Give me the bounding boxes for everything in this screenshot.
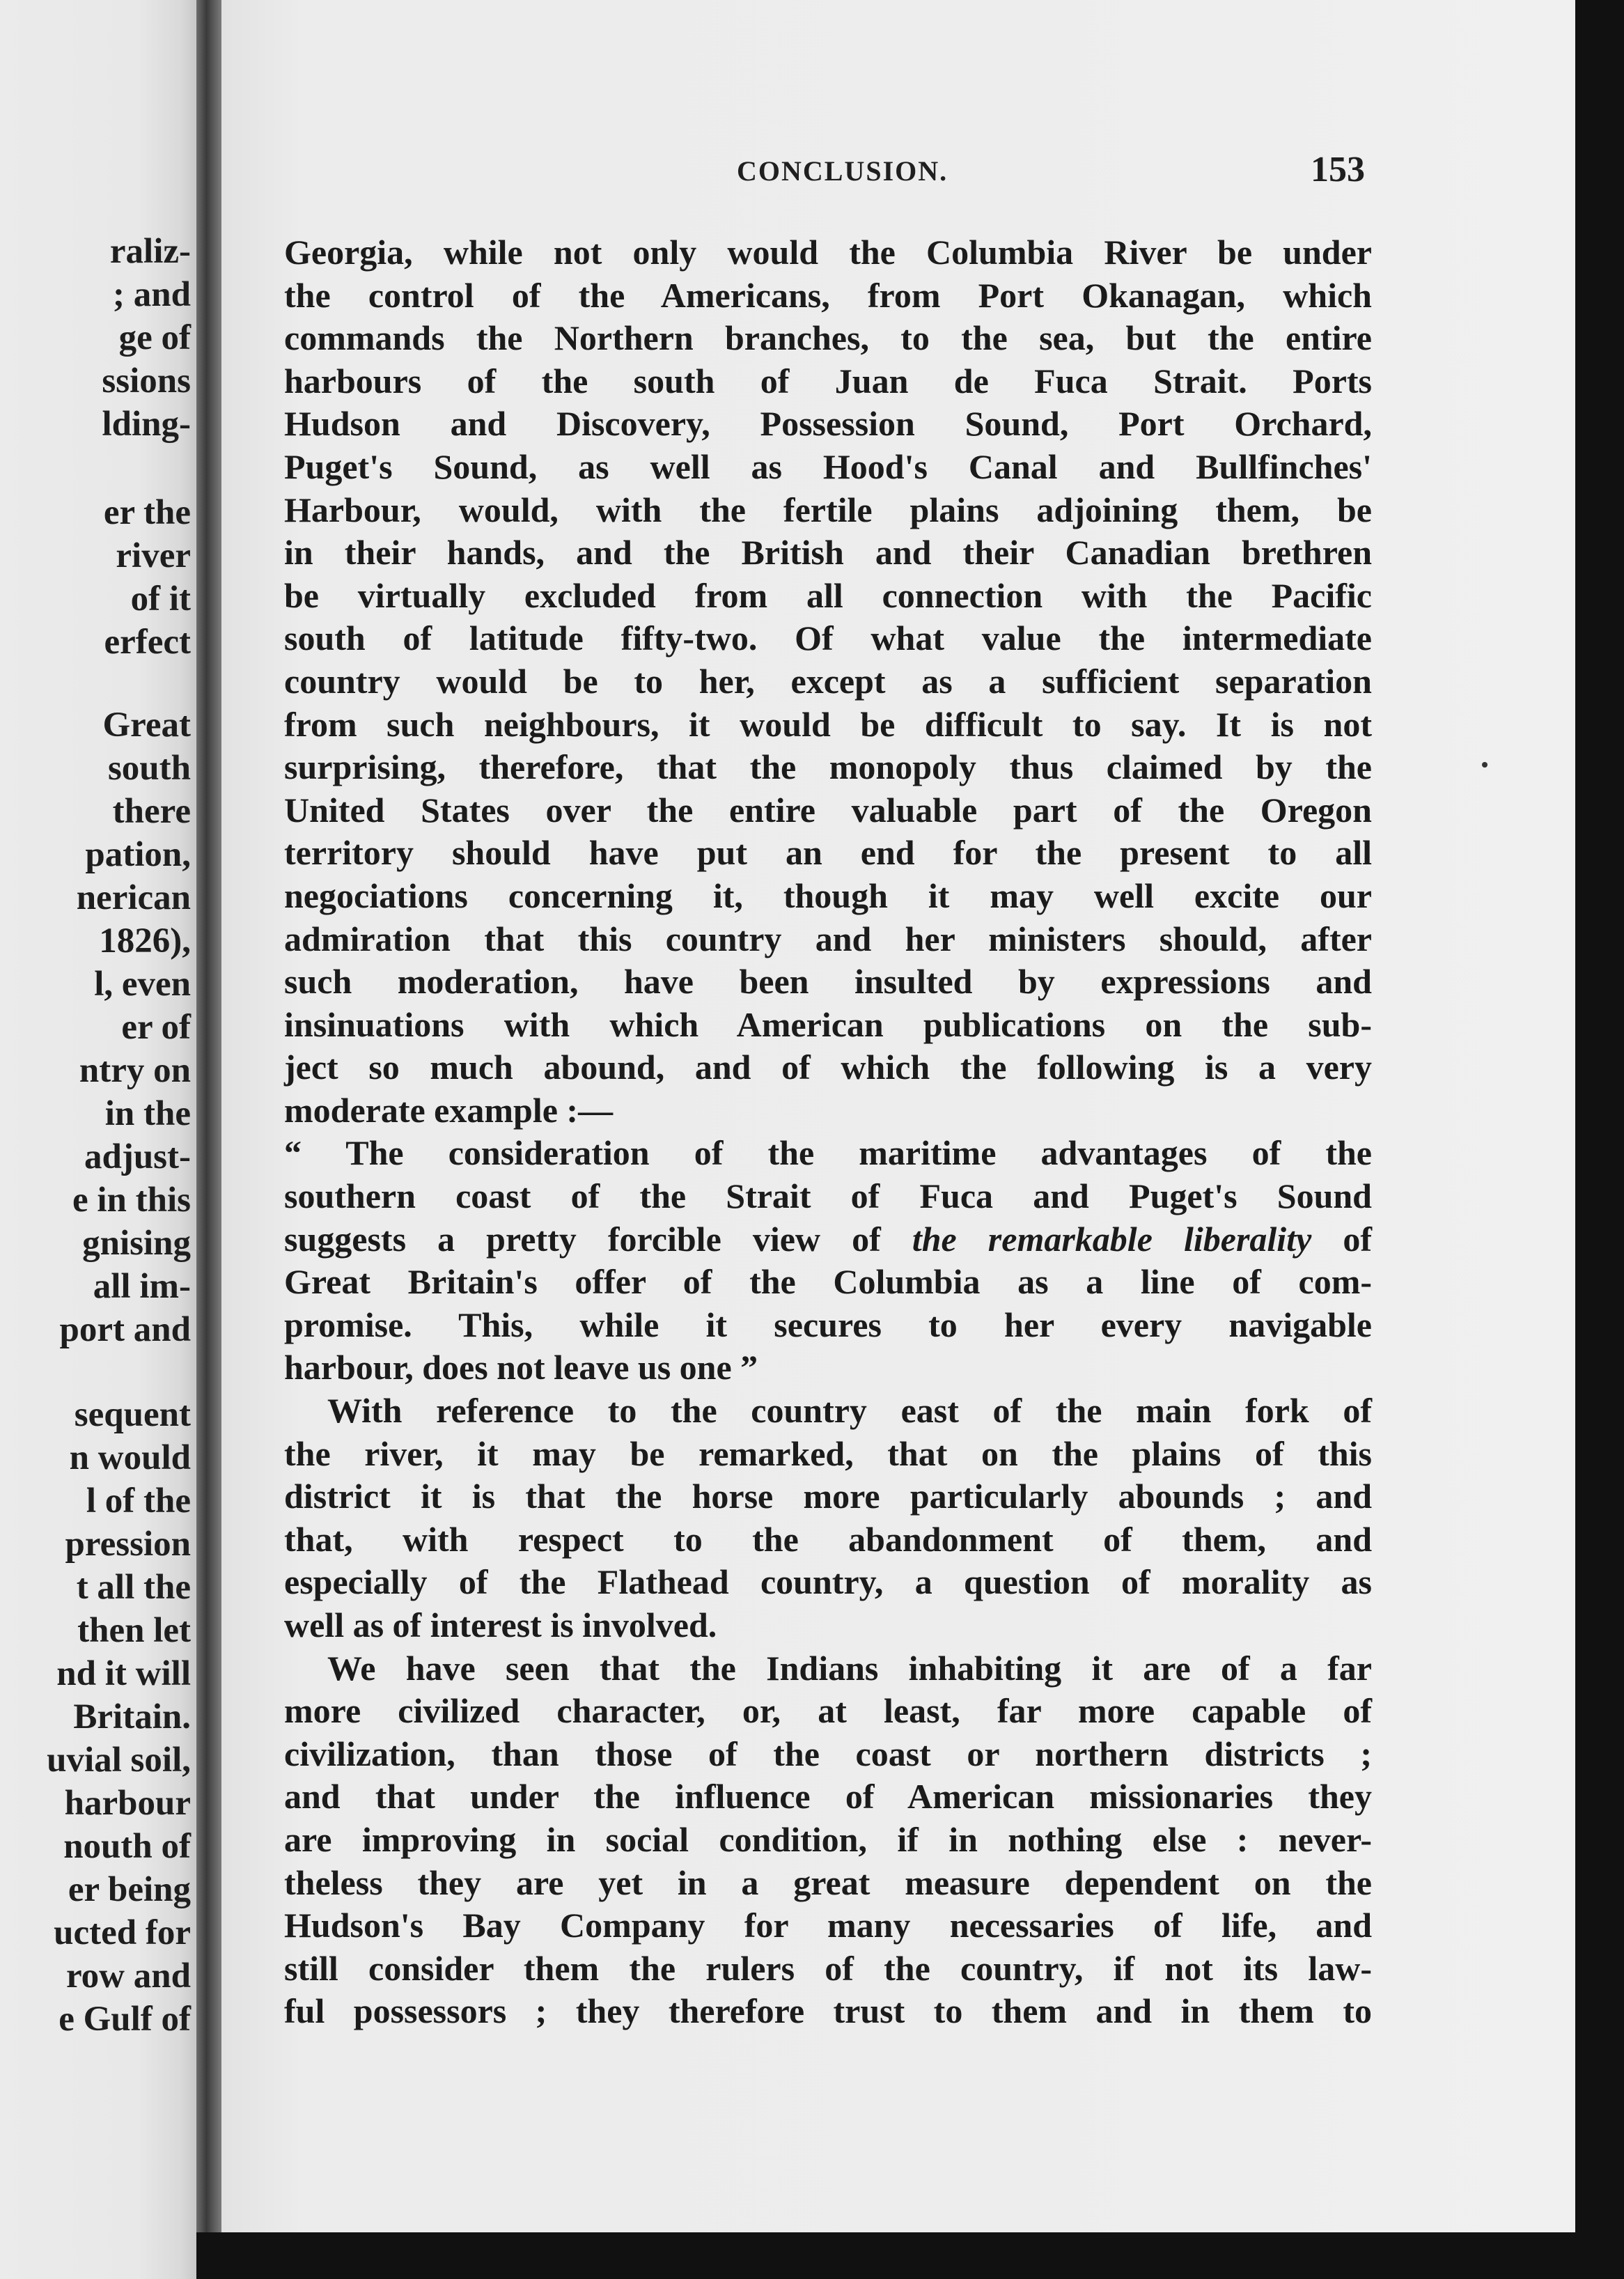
text-line: civilization, than those of the coast or northern districts ; [284, 1734, 1372, 1773]
text-line: still consider them the rulers of the country, if not its law- [284, 1948, 1372, 1988]
facing-page-text-block [47, 1393, 191, 2041]
scan-border-bottom [196, 2232, 1624, 2279]
text-line: are improving in social condition, if in nothing else : never- [284, 1819, 1372, 1859]
facing-page-line: sequent [74, 1395, 191, 1434]
text-line: Hudson's Bay Company for many necessaries of life, and [284, 1906, 1372, 1945]
text-line: in their hands, and the British and their Canadian brethren [284, 533, 1372, 573]
text-line: that, with respect to the abandonment of them, and [284, 1519, 1372, 1559]
text-line: With reference to the country east of the main fork of [327, 1391, 1372, 1431]
facing-page-line: in the [104, 1094, 191, 1133]
page-body-text [284, 231, 1372, 2033]
facing-page-text-block [102, 230, 191, 446]
facing-page-line: ; and [113, 275, 191, 314]
book-gutter [196, 0, 221, 2279]
text-line: United States over the entire valuable part of the Oregon [284, 790, 1372, 830]
text-line: south of latitude fifty-two. Of what value the intermediate [284, 619, 1372, 658]
text-line: be virtually excluded from all connection with the Pacific [284, 575, 1372, 615]
facing-page-line: l of the [86, 1481, 191, 1520]
facing-page-line: harbour [64, 1784, 191, 1823]
facing-page-line: of it [130, 580, 191, 619]
facing-page-line: ssions [102, 361, 191, 400]
facing-page-line: there [112, 792, 191, 831]
facing-page-line: ntry on [79, 1051, 191, 1090]
text-line: country would be to her, except as a sufficient separation [284, 661, 1372, 701]
quote-line: southern coast of the Strait of Fuca and Puget's Sound [284, 1176, 1372, 1216]
facing-page-text-block [104, 491, 191, 664]
facing-page-line: erfect [104, 623, 191, 662]
facing-page-line: er the [103, 493, 191, 532]
text-line: such moderation, have been insulted by expressions and [284, 962, 1372, 1002]
facing-page-text-block [60, 703, 191, 1351]
text-line: moderate example :— [284, 1090, 614, 1130]
facing-page-line: nd it will [56, 1654, 191, 1693]
text-line: and that under the influence of American missionaries they [284, 1777, 1372, 1817]
quote-line: “ The consideration of the maritime advantages of the [284, 1133, 1372, 1173]
facing-page-line: row and [65, 1957, 191, 1996]
text-line: surprising, therefore, that the monopoly thus claimed by the [284, 747, 1372, 787]
running-head: CONCLUSION. [737, 155, 948, 187]
text-line: theless they are yet in a great measure dependent on the [284, 1862, 1372, 1902]
facing-page-line: 1826), [99, 921, 191, 960]
facing-page-line: l, even [94, 965, 191, 1004]
facing-page-line: n would [69, 1438, 191, 1477]
text-line: well as of interest is involved. [284, 1605, 717, 1644]
facing-page-line: pation, [85, 835, 191, 874]
scan-border-right [1575, 0, 1624, 2279]
text-line: the control of the Americans, from Port Okanagan, which [284, 275, 1372, 315]
facing-page-line: Britain. [73, 1697, 191, 1736]
facing-page-line: uvial soil, [47, 1741, 191, 1780]
text-line: harbours of the south of Juan de Fuca Strait. Ports [284, 361, 1372, 400]
facing-page-line: nouth of [63, 1827, 191, 1866]
text-line: Puget's Sound, as well as Hood's Canal and Bullfinches' [284, 446, 1372, 486]
facing-page-line: e Gulf of [58, 2000, 191, 2039]
facing-page-line: adjust- [84, 1137, 191, 1176]
quote-text: of [1343, 1219, 1373, 1259]
text-line: the river, it may be remarked, that on the plains of this [284, 1433, 1372, 1473]
text-line: ful possessors ; they therefore trust to them and in them to [284, 1991, 1372, 2031]
text-line: from such neighbours, it would be difficult to say. It is not [284, 704, 1372, 744]
facing-page-line: Great [102, 706, 191, 745]
italic-phrase: the remarkable liberality [912, 1219, 1312, 1259]
facing-page-line: ucted for [54, 1913, 191, 1952]
text-line: ject so much abound, and of which the following is a very [284, 1048, 1372, 1087]
facing-page-line: raliz- [109, 232, 191, 271]
quote-line: promise. This, while it secures to her every navigable [284, 1305, 1372, 1344]
facing-page [0, 0, 196, 2279]
text-line: We have seen that the Indians inhabiting it are of a far [327, 1648, 1372, 1688]
facing-page-line: ge of [118, 318, 191, 357]
facing-page-line: all im- [93, 1267, 191, 1306]
text-line: Hudson and Discovery, Possession Sound, Port Orchard, [284, 404, 1372, 444]
text-line: negociations concerning it, though it may well excite our [284, 876, 1372, 915]
text-line: more civilized character, or, at least, far more capable of [284, 1691, 1372, 1731]
quote-line: Great Britain's offer of the Columbia as a line of com- [284, 1262, 1372, 1302]
text-line: territory should have put an end for the present to all [284, 833, 1372, 873]
quote-text: suggests a pretty forcible view of [284, 1219, 881, 1259]
facing-page-line: then let [77, 1611, 191, 1650]
text-line: Georgia, while not only would the Columbia River be under [284, 233, 1372, 272]
text-line: insinuations with which American publications on the sub- [284, 1004, 1372, 1044]
text-line: Harbour, would, with the fertile plains adjoining them, be [284, 490, 1372, 529]
facing-page-line: south [107, 749, 191, 788]
facing-page-line: er being [68, 1870, 191, 1909]
facing-page-line: nerican [76, 878, 191, 917]
facing-page-line: river [116, 536, 191, 575]
ink-speck [1482, 762, 1488, 768]
facing-page-line: er of [121, 1008, 191, 1047]
quote-line-italic [284, 1218, 1372, 1261]
facing-page-line: lding- [102, 405, 191, 444]
facing-page-line: gnising [82, 1224, 191, 1263]
facing-page-line: t all the [76, 1568, 191, 1607]
text-line: especially of the Flathead country, a question of morality as [284, 1562, 1372, 1602]
page-number: 153 [1311, 150, 1365, 189]
facing-page-line: pression [65, 1525, 191, 1564]
text-line: district it is that the horse more particularly abounds ; and [284, 1477, 1372, 1516]
quote-line: harbour, does not leave us one ” [284, 1348, 758, 1387]
text-line: commands the Northern branches, to the sea, but the entire [284, 318, 1372, 358]
facing-page-line: e in this [72, 1181, 191, 1220]
text-line: admiration that this country and her ministers should, after [284, 919, 1372, 958]
facing-page-line: port and [59, 1310, 191, 1349]
